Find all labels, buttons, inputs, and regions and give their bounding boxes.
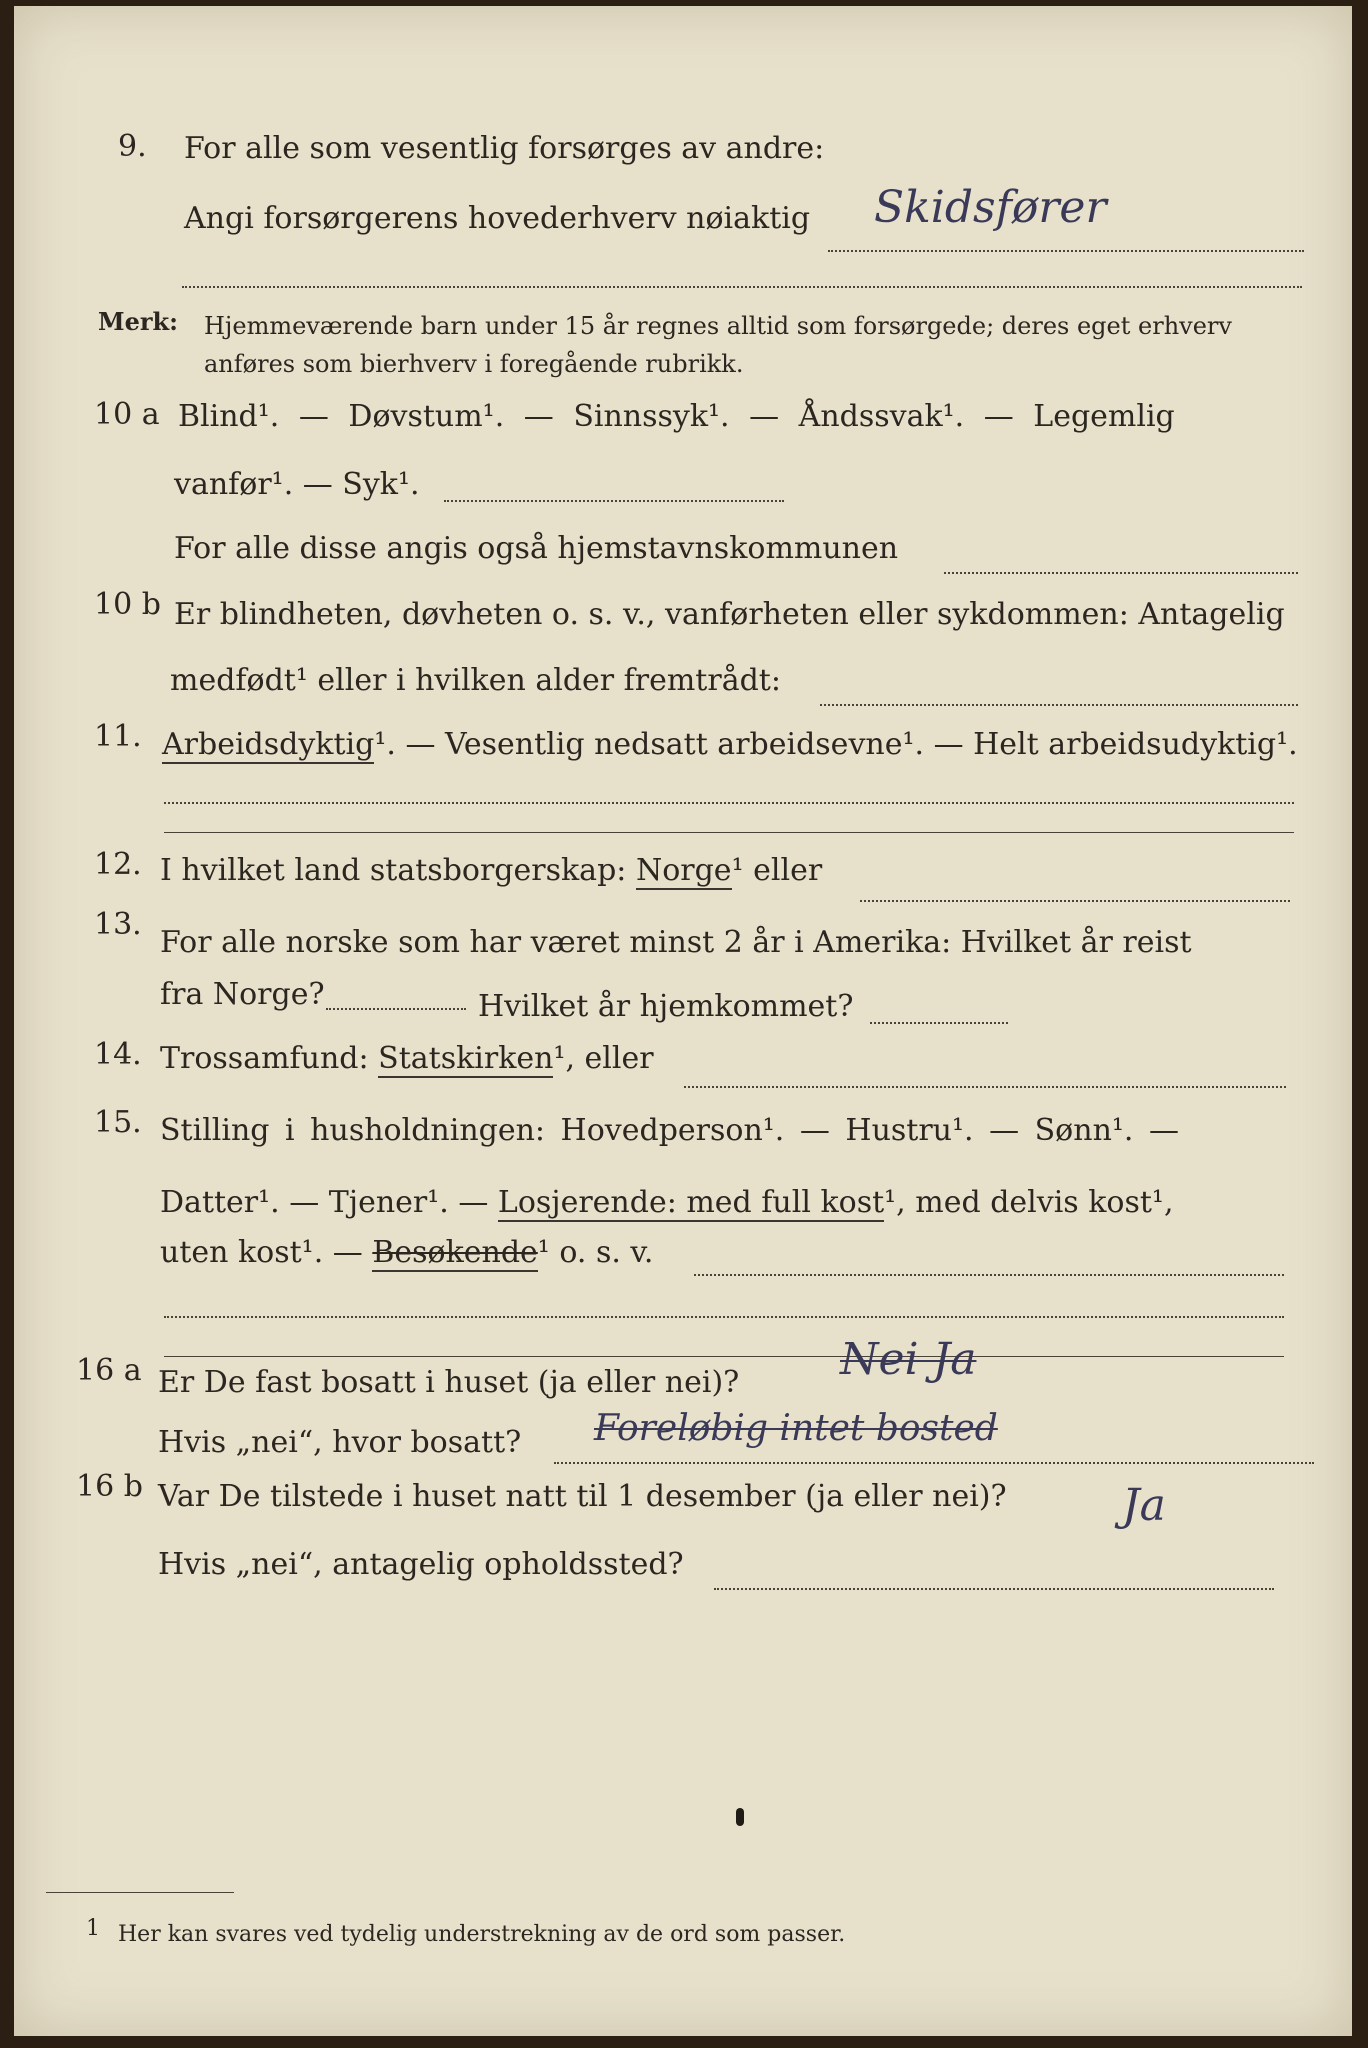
q15-extra-line [164, 1316, 1284, 1318]
q15-rule [164, 1356, 1284, 1357]
census-form-page [14, 6, 1352, 2036]
q9-answer-handwriting: Skidsfører [874, 182, 1107, 233]
q13-dots-1 [326, 1008, 466, 1010]
q9-extra-line [182, 286, 1302, 288]
q11-number: 11. [94, 719, 142, 754]
q15-line2 [160, 1184, 1173, 1222]
q10a-line3: For alle disse angis også hjemstavnskommunen [174, 531, 899, 566]
q16b-dots [714, 1588, 1274, 1590]
merk-line2: anføres som bierhverv i foregående rubrikk. [204, 350, 744, 378]
q11-rule [164, 832, 1294, 833]
q15-line3c: ¹ o. s. v. [537, 1235, 654, 1270]
ink-mark [736, 1808, 744, 1826]
q9-line1: For alle som vesentlig forsørges av andre: [184, 131, 825, 166]
q15-line2c: ¹, med delvis kost¹, [884, 1185, 1174, 1220]
q10b-line1: Er blindheten, døvheten o. s. v., vanførheten eller sykdommen: Antagelig [174, 597, 1285, 632]
q14-text [160, 1040, 654, 1078]
q16a-dots [554, 1462, 1314, 1464]
q10a-line2: vanfør¹. — Syk¹. [174, 467, 420, 502]
q13-line2b: Hvilket år hjemkommet? [478, 989, 854, 1024]
q13-line1: For alle norske som har været minst 2 år i Amerika: Hvilket år reist [160, 925, 1192, 960]
q9-line2: Angi forsørgerens hovederhverv nøiaktig [184, 201, 811, 236]
q12-underlined-norge: Norge [635, 853, 732, 888]
q9-number: 9. [118, 129, 147, 164]
q10b-line2: medfødt¹ eller i hvilken alder fremtrådt: [170, 663, 781, 698]
q12-dots [860, 900, 1290, 902]
q15-line2a: Datter¹. — Tjener¹. — [160, 1185, 489, 1220]
q14-rest: ¹, eller [553, 1041, 654, 1076]
q14-label: Trossamfund: [160, 1041, 369, 1076]
merk-line1: Hjemmeværende barn under 15 år regnes alltid som forsørgede; deres eget erhverv [204, 312, 1232, 340]
q10b-dots [820, 704, 1298, 706]
q10a-line3-dots [944, 572, 1298, 574]
q16a-answer1-handwriting: Nei Ja [840, 1334, 977, 1385]
q14-dots [684, 1086, 1286, 1088]
q9-answer-line [828, 250, 1304, 252]
q13-number: 13. [94, 907, 142, 942]
q15-underlined-losjerende: Losjerende: med full kost [497, 1185, 885, 1220]
q15-line3a: uten kost¹. — [160, 1235, 363, 1270]
q10a-number: 10 a [94, 397, 160, 432]
q15-number: 15. [94, 1105, 142, 1140]
q13-dots-2 [870, 1022, 1008, 1024]
q15-line3 [160, 1234, 653, 1272]
q16b-line2: Hvis „nei“, antagelig opholdssted? [158, 1547, 684, 1582]
q16b-line1: Var De tilstede i huset natt til 1 desember (ja eller nei)? [158, 1479, 1007, 1514]
q16b-answer1-handwriting: Ja [1122, 1480, 1166, 1531]
q12-number: 12. [94, 847, 142, 882]
q15-struck-besokende: Besøkende [372, 1235, 538, 1270]
footnote-mark: 1 [86, 1916, 100, 1941]
q13-line2a: fra Norge? [160, 977, 325, 1012]
q15-dots [694, 1274, 1284, 1276]
footnote-rule [46, 1892, 234, 1893]
q11-underlined-arbeidsdyktig: Arbeidsdyktig [162, 727, 375, 762]
q11-dots [164, 802, 1294, 804]
q16a-answer2-handwriting: Foreløbig intet bosted [594, 1408, 998, 1449]
q11-rest: ¹. — Vesentlig nedsatt arbeidsevne¹. — Helt arbeidsudyktig¹. [374, 727, 1298, 762]
q14-number: 14. [94, 1037, 142, 1072]
q16a-line1: Er De fast bosatt i huset (ja eller nei)? [158, 1365, 740, 1400]
q12-label: I hvilket land statsborgerskap: [160, 853, 627, 888]
q10a-line1: Blind¹. — Døvstum¹. — Sinnssyk¹. — Åndssvak¹. — Legemlig [178, 399, 1175, 434]
q10b-number: 10 b [94, 587, 161, 622]
q11-text [162, 726, 1298, 764]
q16a-line2: Hvis „nei“, hvor bosatt? [158, 1425, 522, 1460]
q14-underlined-statskirken: Statskirken [378, 1041, 554, 1076]
q15-line1: Stilling i husholdningen: Hovedperson¹. — Hustru¹. — Sønn¹. — [160, 1113, 1179, 1148]
q16a-number: 16 a [76, 1353, 142, 1388]
q10a-line2-dots [444, 500, 784, 502]
q12-text [160, 852, 822, 890]
q12-rest: ¹ eller [731, 853, 823, 888]
merk-label: Merk: [98, 307, 178, 336]
footnote-text: Her kan svares ved tydelig understrekning av de ord som passer. [118, 1922, 846, 1947]
q16b-number: 16 b [76, 1469, 143, 1504]
